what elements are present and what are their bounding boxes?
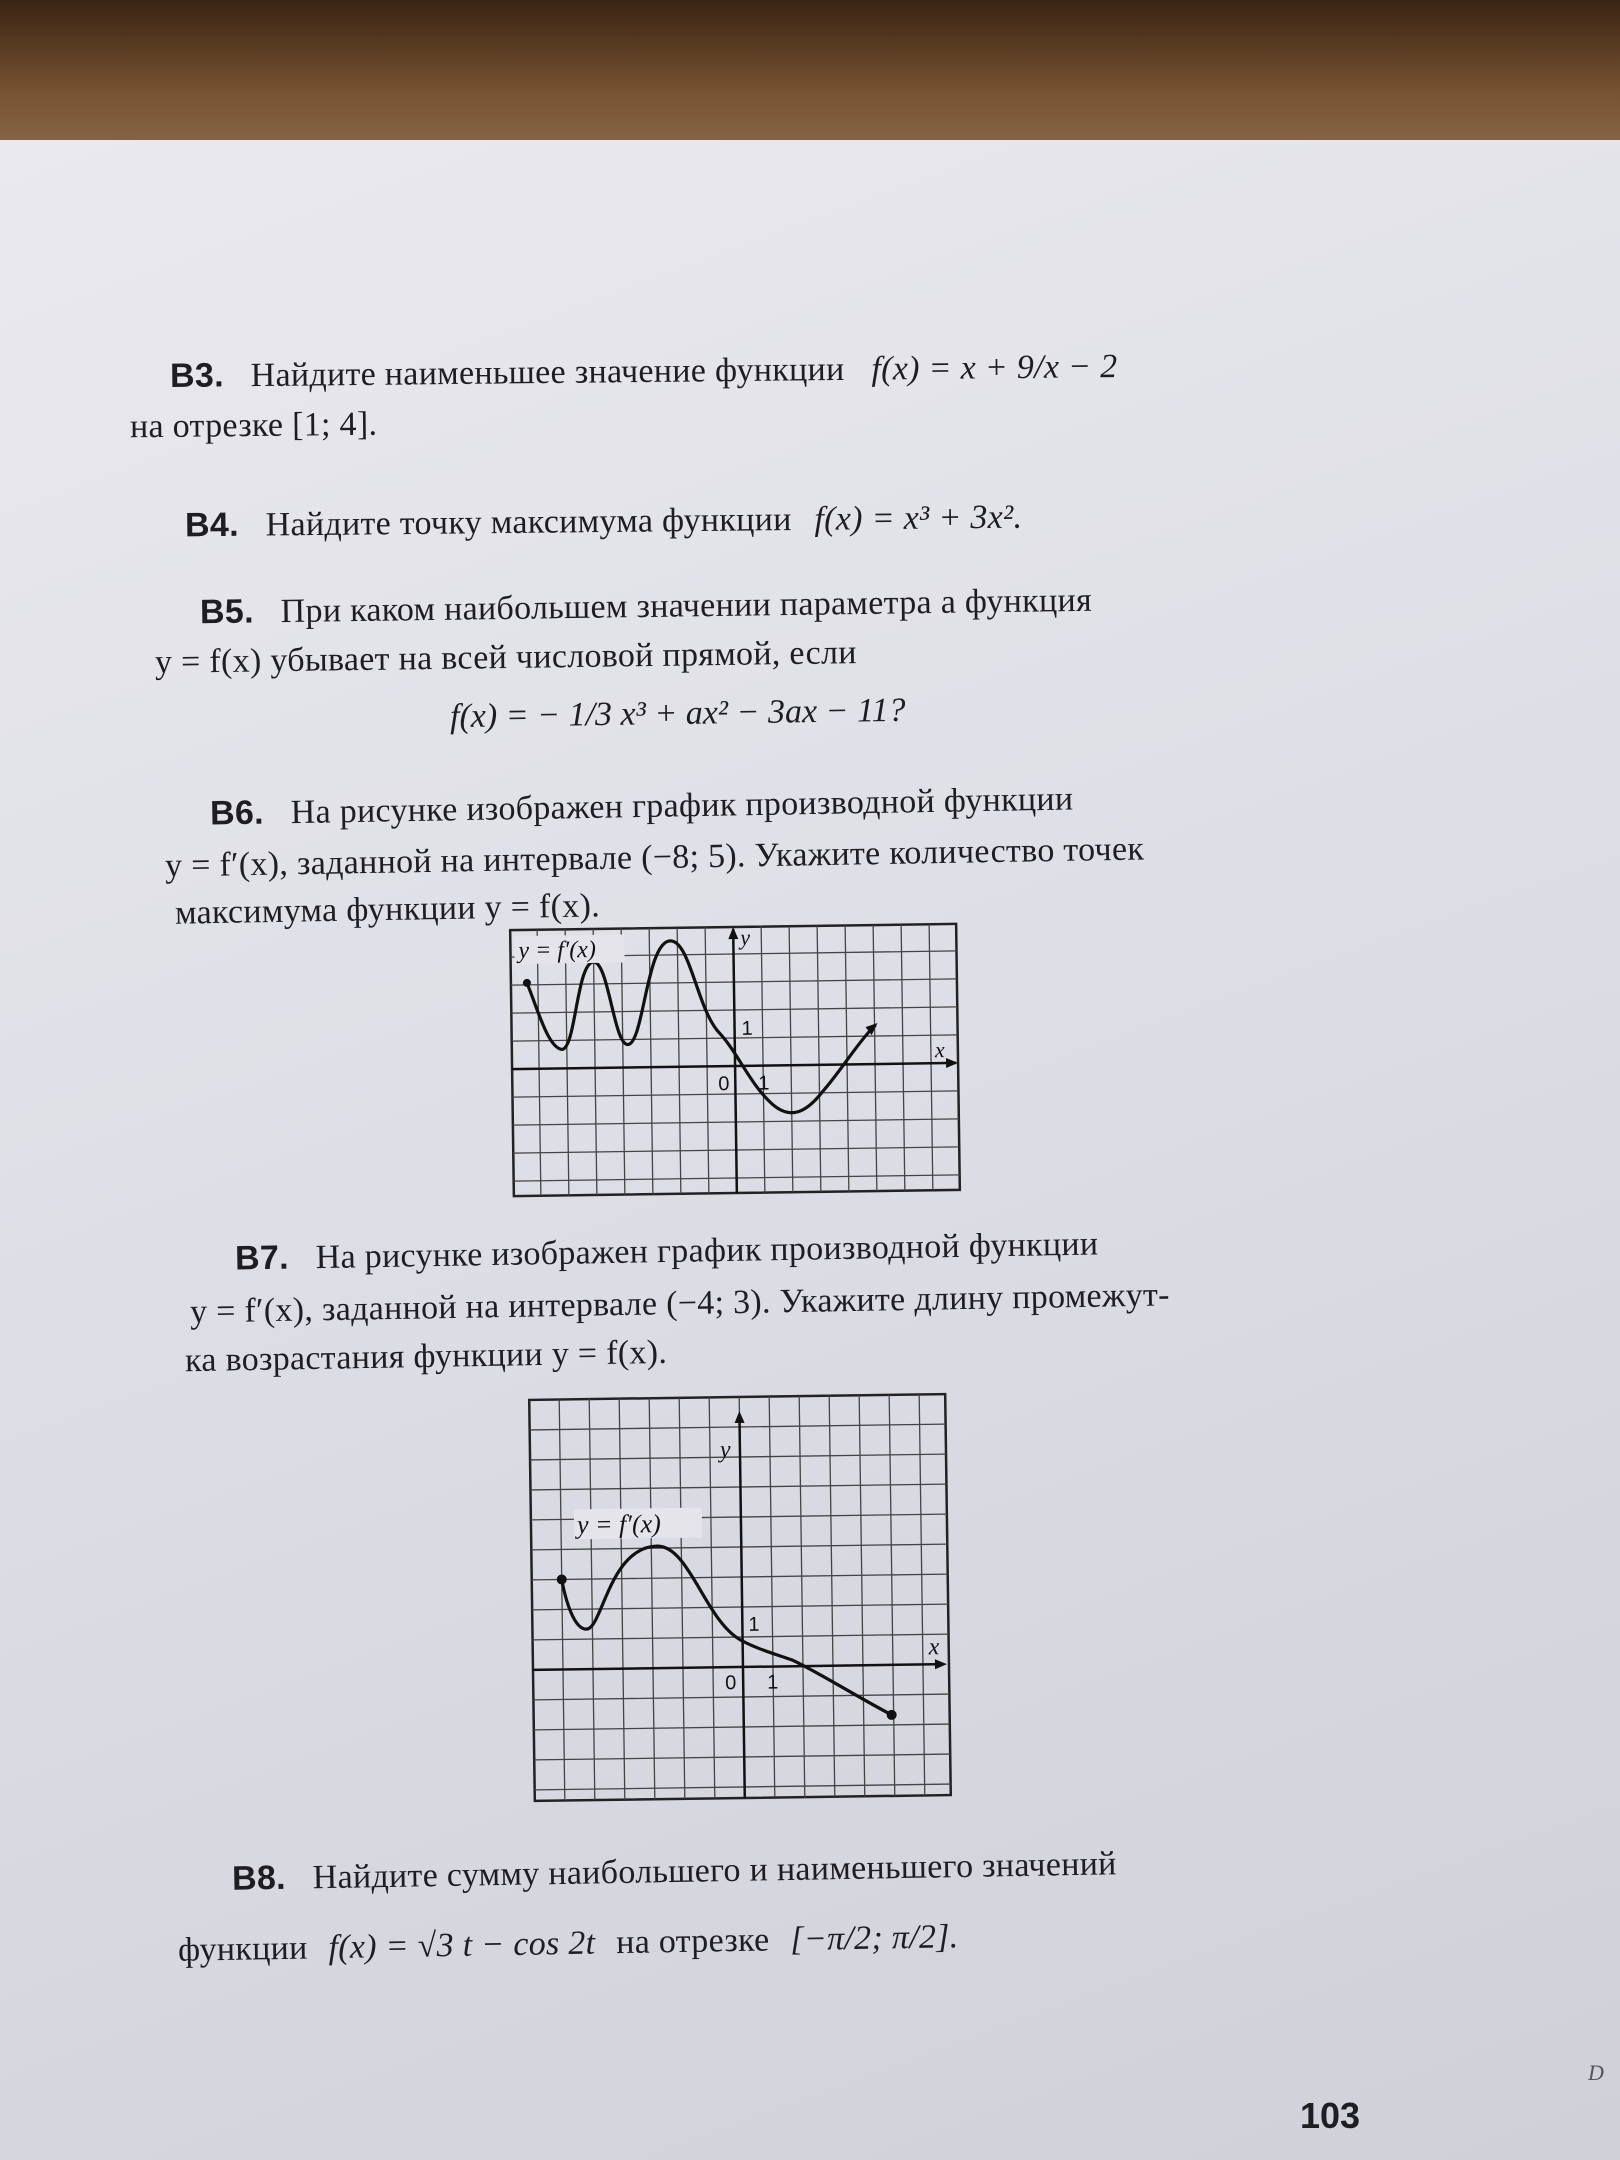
problem-label: B7. bbox=[234, 1238, 290, 1278]
x-axis bbox=[533, 1664, 943, 1670]
curve-label: y = f′(x) bbox=[576, 1509, 662, 1540]
problem-label: B4. bbox=[184, 505, 240, 545]
problem-text: на отрезке bbox=[615, 1921, 770, 1962]
problem-b3 bbox=[170, 340, 1118, 404]
y-tick-label: 1 bbox=[748, 1613, 760, 1636]
graph-b6 bbox=[508, 922, 962, 1198]
graph-b7-svg bbox=[527, 1392, 953, 1803]
problem-b3-line2 bbox=[130, 399, 378, 454]
corner-mark: D bbox=[1588, 2060, 1604, 2085]
problem-b5-formula: f(x) = − 1/3 x³ + ax² − 3ax − 11? bbox=[449, 691, 906, 736]
problem-text: Найдите сумму наибольшего и наименьшего значений bbox=[312, 1845, 1117, 1897]
problem-label: B6. bbox=[209, 793, 265, 833]
problem-text: y = f′(x), заданной на интервале (−8; 5). Укажите количество точек bbox=[164, 830, 1145, 885]
derivative-curve bbox=[526, 938, 876, 1116]
problem-b4 bbox=[185, 491, 1023, 553]
desk-background bbox=[0, 0, 1620, 160]
problem-text: Найдите точку максимума функции bbox=[265, 501, 792, 544]
problem-label: B3. bbox=[169, 356, 225, 395]
origin-label: 0 bbox=[725, 1672, 737, 1695]
problem-b7-line3 bbox=[185, 1327, 668, 1388]
graph-b7 bbox=[527, 1392, 953, 1803]
x-axis-label: x bbox=[928, 1634, 940, 1661]
curve-start-point bbox=[557, 1574, 567, 1584]
problem-text: Найдите наименьшее значение функции bbox=[250, 350, 845, 395]
y-axis-label: y bbox=[719, 1437, 731, 1464]
x-tick-label: 1 bbox=[767, 1671, 779, 1694]
problem-text: на отрезке [1; 4]. bbox=[129, 405, 378, 446]
page-number: 103 bbox=[1300, 2095, 1361, 2136]
y-axis-arrow bbox=[728, 927, 738, 939]
problem-text: На рисунке изображен график производной функции bbox=[290, 780, 1074, 832]
problem-formula: f(x) = √3 t − cos 2t bbox=[328, 1924, 596, 1967]
origin-label: 0 bbox=[718, 1073, 730, 1096]
y-axis-label: y bbox=[740, 924, 751, 950]
problem-text: максимума функции y = f(x). bbox=[174, 887, 601, 932]
graph-b6-svg bbox=[508, 922, 962, 1198]
x-axis-label: x bbox=[934, 1037, 945, 1063]
y-axis bbox=[733, 929, 737, 1193]
x-axis-arrow bbox=[946, 1058, 958, 1068]
problem-formula: f(x) = x + 9/x − 2 bbox=[871, 348, 1118, 388]
curve-label: y = f′(x) bbox=[518, 936, 597, 965]
problem-text: ка возрастания функции y = f(x). bbox=[184, 1333, 668, 1380]
problem-b5-line2 bbox=[155, 627, 857, 689]
problem-text: y = f′(x), заданной на интервале (−4; 3). Укажите длину промежут- bbox=[189, 1276, 1171, 1331]
problem-text: При каком наибольшем значении параметра a функция bbox=[280, 581, 1093, 631]
x-axis-arrow bbox=[935, 1659, 947, 1669]
problem-label: B8. bbox=[231, 1858, 287, 1898]
problem-text: функции bbox=[177, 1929, 308, 1969]
problem-label: B5. bbox=[199, 592, 255, 632]
problem-text: y = f(x) убывает на всей числовой прямой, если bbox=[154, 634, 858, 681]
problem-interval: [−π/2; π/2]. bbox=[789, 1918, 959, 1959]
problem-text: На рисунке изображен график производной функции bbox=[315, 1225, 1099, 1277]
problem-formula: f(x) = x³ + 3x². bbox=[814, 498, 1023, 538]
y-tick-label: 1 bbox=[741, 1017, 753, 1040]
x-tick-label: 1 bbox=[758, 1072, 770, 1095]
y-axis-arrow bbox=[734, 1411, 744, 1423]
